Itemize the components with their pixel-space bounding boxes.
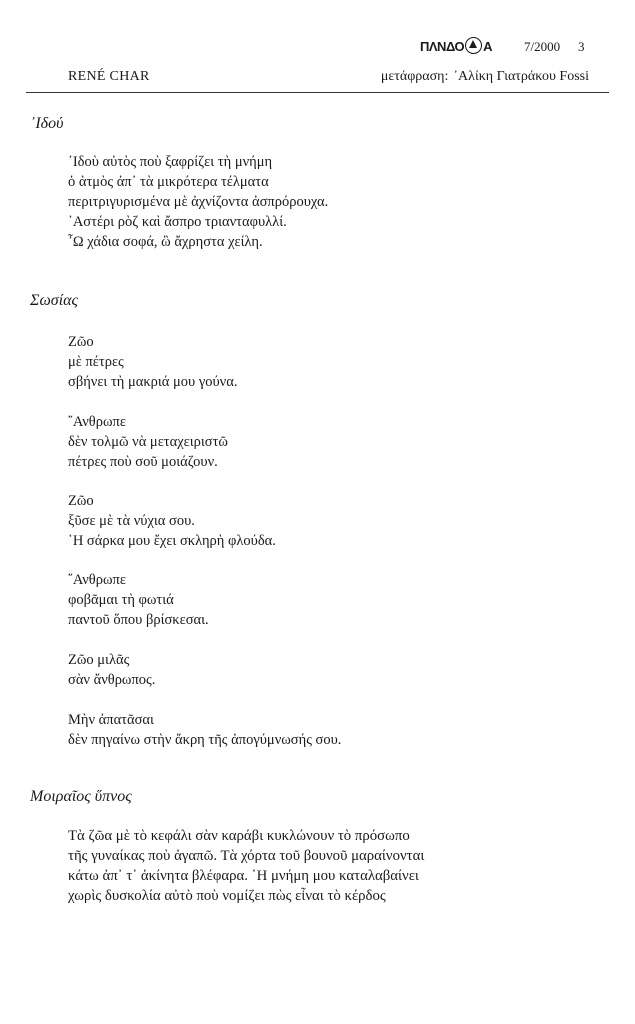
- verse-line: ξῦσε μὲ τὰ νύχια σου.: [68, 513, 195, 529]
- stanza: [68, 332, 237, 392]
- author-name: RENÉ CHAR: [68, 69, 150, 84]
- page-header: [420, 38, 605, 58]
- verse-line: μὲ πέτρες: [68, 354, 124, 370]
- verse-line: πέτρες ποὺ σοῦ μοιάζουν.: [68, 454, 218, 470]
- stanza: [68, 826, 424, 906]
- verse-line: Μὴν ἀπατᾶσαι: [68, 712, 154, 728]
- verse-line: ῎Ανθρωπε: [68, 572, 126, 588]
- translator-name: ᾿Αλίκη Γιατράκου Fossi: [453, 69, 589, 84]
- verse-line: δὲν πηγαίνω στὴν ἄκρη τῆς ἀπογύμνωσής σου.: [68, 732, 342, 748]
- verse-line: χωρὶς δυσκολία αὐτὸ ποὺ νομίζει πὼς εἶναι τὸ κέρδος: [68, 888, 386, 904]
- verse-line: ῏Ω χάδια σοφά, ὢ ἄχρηστα χείλη.: [68, 234, 263, 250]
- translator-credit: [381, 69, 589, 85]
- verse-line: ᾿Αστέρι ρὸζ καὶ ἄσπρο τριανταφυλλί.: [68, 214, 287, 230]
- masthead-text-end: Α: [483, 39, 492, 54]
- verse-line: δὲν τολμῶ νὰ μεταχειριστῶ: [68, 434, 228, 450]
- verse-line: Τὰ ζῶα μὲ τὸ κεφάλι σὰν καράβι κυκλώνουν τὸ πρόσωπο: [68, 828, 410, 844]
- verse-line: παντοῦ ὅπου βρίσκεσαι.: [68, 612, 209, 628]
- poem-title: Σωσίας: [30, 292, 79, 309]
- verse-line: Ζῶο: [68, 334, 94, 350]
- verse-line: ῾Η σάρκα μου ἔχει σκληρὴ φλούδα.: [68, 533, 276, 549]
- verse-line: ὁ ἀτμὸς ἀπ᾿ τὰ μικρότερα τέλματα: [68, 174, 269, 190]
- verse-line: κάτω ἀπ᾿ τ᾿ ἀκίνητα βλέφαρα. ῾Η μνήμη μου καταλαβαίνει: [68, 868, 419, 884]
- stanza: [68, 570, 209, 630]
- masthead-text: ΠΛΝΔΟ: [420, 39, 465, 54]
- verse-line: σὰν ἄνθρωπος.: [68, 672, 156, 688]
- stanza: [68, 650, 155, 690]
- verse-line: Ζῶο: [68, 493, 94, 509]
- issue-number: 7/2000: [524, 39, 561, 54]
- stanza: [68, 710, 341, 750]
- verse-line: φοβᾶμαι τὴ φωτιά: [68, 592, 174, 608]
- stanza: [68, 412, 228, 472]
- journal-logo-icon: [465, 37, 482, 54]
- verse-line: τῆς γυναίκας ποὺ ἀγαπῶ. Τὰ χόρτα τοῦ βουνοῦ μαραίνονται: [68, 848, 425, 864]
- verse-line: ῎Ανθρωπε: [68, 414, 126, 430]
- verse-line: Ζῶο μιλᾶς: [68, 652, 130, 668]
- verse-line: σβήνει τὴ μακριά μου γούνα.: [68, 374, 238, 390]
- translator-label: μετάφραση:: [380, 69, 449, 84]
- poem-title: Μοιραῖος ὕπνος: [30, 788, 132, 805]
- journal-masthead: [420, 38, 492, 55]
- stanza: [68, 491, 276, 551]
- verse-line: περιτριγυρισμένα μὲ ἀχνίζοντα ἀσπρόρουχα.: [68, 194, 329, 210]
- page-number: 3: [578, 39, 585, 54]
- verse-line: ᾿Ιδοὺ αὐτὸς ποὺ ξαφρίζει τὴ μνήμη: [68, 154, 273, 170]
- header-divider: [26, 92, 609, 93]
- stanza: [68, 152, 328, 252]
- poem-title: ᾿Ιδού: [30, 115, 64, 132]
